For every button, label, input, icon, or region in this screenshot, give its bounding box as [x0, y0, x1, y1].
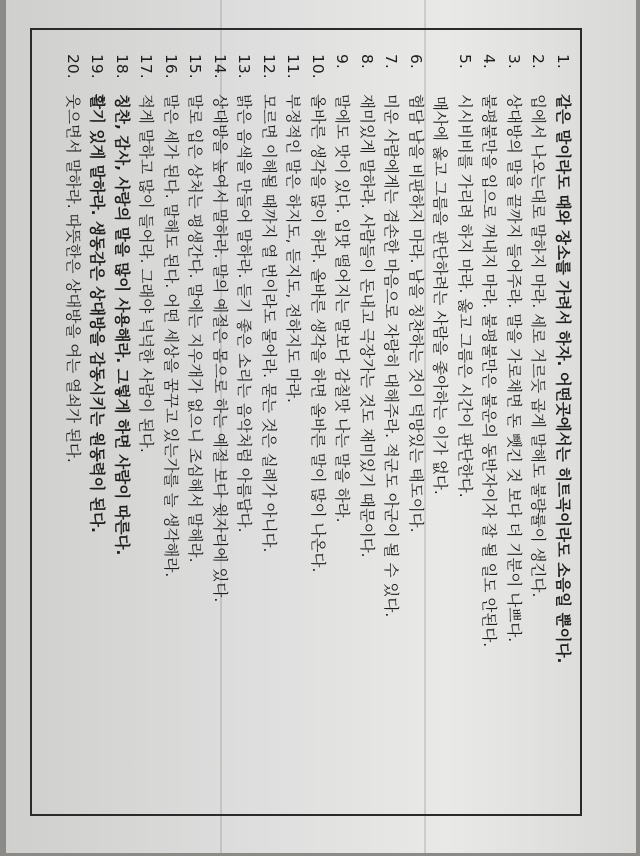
list-item — [330, 54, 356, 814]
item-number: 18. — [113, 54, 131, 79]
list-item — [305, 54, 331, 814]
item-text: 상대방을 높여서 말하라. 말의 예절은 몸으로 하는 예절 보다 윗자리에 있다. — [211, 94, 229, 603]
item-text: 활기 있게 말하라. 생동감은 상대방을 감동시키는 원동력이 된다. — [88, 94, 107, 533]
item-text: 불평불만을 입으로 꺼내지 마라. 불평불만은 불운의 동반자이자 잘 될 일도 안된다. — [480, 94, 499, 648]
item-text: 매사에 옳고 그름을 판단하려는 사람을 좋아하는 이가 없다. — [431, 96, 450, 495]
item-number: 3. — [505, 54, 523, 69]
list-item — [109, 54, 135, 814]
item-text: 상대방의 말을 끝까지 들어주라. 말을 가로채면 돈 뺏긴 것 보다 더 기분이 나쁘다. — [505, 94, 523, 643]
list-item — [207, 54, 233, 814]
item-text: 말은 세가 된다. 말해도 된다. 어떤 세상을 꿈꾸고 있는가를 늘 생각해라. — [162, 94, 180, 578]
item-text: 말에도 맛이 있다. 입맛 떨어지는 말보다 감칠맛 나는 말을 하라. — [333, 94, 352, 523]
list-item — [379, 54, 405, 814]
item-number: 12. — [260, 54, 278, 79]
item-text: 험담 남을 비판하지 마라. 남을 칭찬하는 것이 덕망있는 태도이다. — [407, 94, 425, 533]
item-number: 20. — [64, 54, 82, 79]
item-text: 입에서 나오는대로 말하지 마라. 세로 거르듯 곱게 말해도 불량률이 생긴다. — [529, 94, 548, 598]
item-number: 16. — [162, 54, 180, 79]
item-text: 같은 말이라도 때와 장소를 가려서 하자. 어떤곳에서는 히트곡이라도 소음일 뿐이다. — [554, 94, 572, 664]
item-number: 14. — [211, 54, 229, 79]
item-number: 9. — [333, 54, 352, 69]
list-item — [256, 54, 282, 814]
list-item — [134, 54, 160, 814]
item-text: 칭찬, 감사, 사랑의 말을 많이 사용해라. 그렇게 하면 사람이 따른다. — [113, 94, 131, 556]
item-number: 11. — [284, 54, 303, 79]
item-text: 미운 사람에게는 겸손한 마음으로 자랑히 대해주라. 적군도 아군이 될 수 있다. — [382, 94, 401, 618]
list-item — [183, 54, 209, 814]
item-text: 밝은 음색을 만들어 말하라. 듣기 좋은 소리는 음악처럼 아름답다. — [235, 94, 254, 533]
paper-sheet — [6, 0, 636, 853]
item-text: 모르면 이해될 때까지 열 번이라도 물어라. 묻는 것은 실례가 아니다. — [260, 94, 278, 553]
item-number: 4. — [480, 54, 499, 69]
list-item — [403, 54, 429, 814]
item-text: 시시비비를 가리려 하지 마라. 옳고 그름은 시간이 판단한다. — [456, 94, 474, 498]
item-text: 부정적인 말은 하지도, 듣지도, 전하지도 마라. — [284, 94, 303, 403]
list-item — [452, 54, 478, 814]
item-number: 5. — [456, 54, 474, 69]
item-number: 17. — [137, 54, 156, 79]
item-text: 재미있게 말하라. 사람들이 돈내고 극장가는 것도 재미있기 때문이다. — [358, 94, 376, 558]
item-number: 6. — [407, 54, 425, 69]
item-number: 8. — [358, 54, 376, 69]
item-text: 적게 말하고 많이 들어라. 그래야 넉넉한 사람이 된다. — [137, 94, 156, 453]
item-number: 15. — [186, 54, 205, 79]
item-number: 1. — [554, 54, 572, 69]
item-number: 19. — [88, 54, 107, 79]
list-item — [477, 54, 503, 814]
list-item — [526, 54, 552, 814]
item-number: 10. — [309, 54, 327, 79]
item-number: 13. — [235, 54, 254, 79]
rotated-text-block — [56, 54, 576, 814]
list-item — [232, 54, 258, 814]
document-frame — [30, 28, 582, 816]
list-item — [550, 54, 576, 814]
item-number: 7. — [382, 54, 401, 69]
item-number: 2. — [529, 54, 548, 69]
list-item — [354, 54, 380, 814]
list-item — [428, 96, 454, 856]
list-item — [281, 54, 307, 814]
list-item — [501, 54, 527, 814]
list-item — [60, 54, 86, 814]
item-text: 말로 입은 상처는 평생간다. 말에는 지우개가 없으니 조심해서 말해라. — [186, 94, 205, 563]
item-text: 웃으면서 말하라. 따뜻한은 상대방을 여는 열쇠가 된다. — [64, 94, 82, 463]
item-text: 올바른 생각을 많이 하라. 올바른 생각을 하면 올바른 말이 많이 나온다. — [309, 94, 327, 573]
list-item — [85, 54, 111, 814]
list-item — [158, 54, 184, 814]
